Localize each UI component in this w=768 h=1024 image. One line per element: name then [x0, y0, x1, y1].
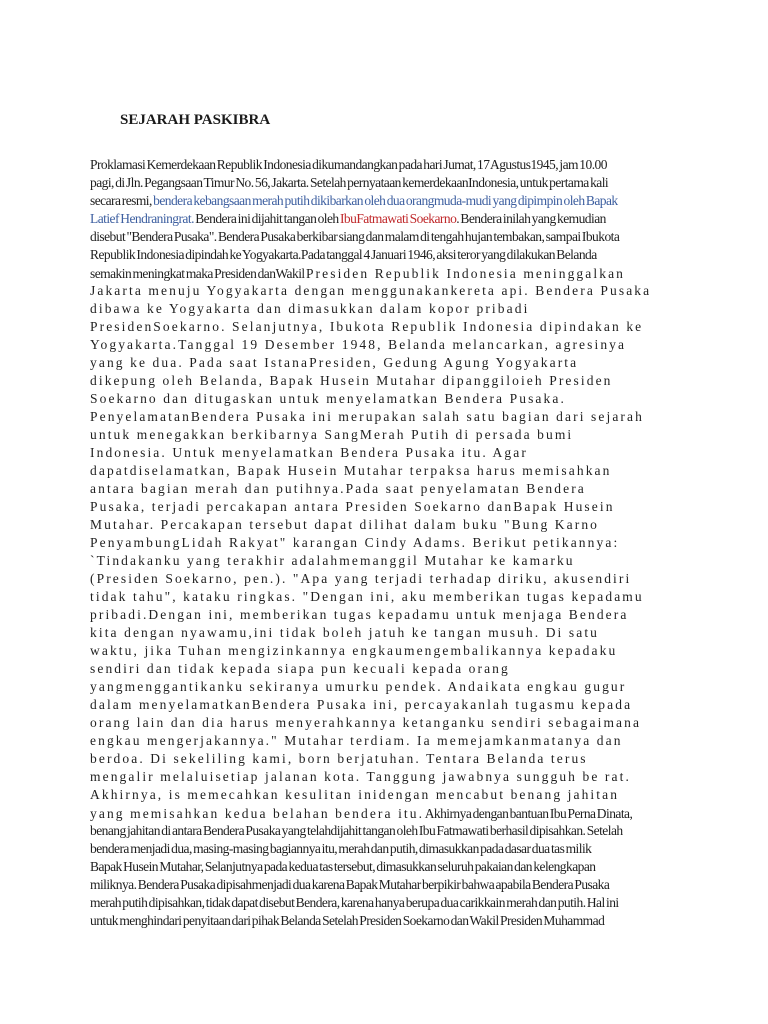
paragraph-line: Akhirnya, is memecahkan kesulitan inidengan mencabut benang jahitan — [90, 787, 620, 802]
paragraph-line: Jakarta menuju Yogyakarta dengan menggunakankereta api. Bendera Pusaka — [90, 283, 652, 298]
paragraph-line: tidak tahu", kataku ringkas. "Dengan ini, aku memberikan tugas kepadamu — [90, 589, 644, 604]
paragraph-line: Proklamasi Kemerdekaan Republik Indonesia dikumandangkan pada hari Jumat, 17 Agustus1945, jam 10.00 — [90, 157, 607, 172]
paragraph-line: secara resmi, bendera kebangsaan merah putih dikibarkan oleh dua orangmuda-mudi yang dipimpin oleh Bapak — [90, 193, 618, 208]
paragraph-line: Republik Indonesia dipindah ke Yogyakarta.Pada tanggal 4 Januari 1946, aksi teror yang dilakukan Belanda — [90, 247, 597, 262]
paragraph-line: yang memisahkan kedua belahan bendera itu. Akhirnya dengan bantuan Ibu Perna Dinata, — [90, 806, 633, 821]
paragraph-line: untuk menghindari penyitaan dari pihak Belanda Setelah Presiden Soekarno dan Wakil Presiden Muhammad — [90, 913, 605, 928]
paragraph-line: berdoa. Di sekeliling kami, born berjatuhan. Tentara Belanda terus — [90, 751, 588, 766]
paragraph-line: Indonesia. Untuk menyelamatkan Bendera Pusaka itu. Agar — [90, 445, 528, 460]
paragraph-line: untuk menegakkan berkibarnya SangMerah Putih di persada bumi — [90, 427, 574, 442]
paragraph-line: disebut "Bendera Pusaka". Bendera Pusaka berkibar siang dan malam di tengah hujan tembakan, sampai Ibukota — [90, 229, 620, 244]
paragraph-line: Latief Hendraningrat. Bendera ini dijahit tangan oleh IbuFatmawati Soekarno. Bendera inilah yang kemudian — [90, 211, 606, 226]
paragraph-line: dikepung oleh Belanda, Bapak Husein Mutahar dipanggiloieh Presiden — [90, 373, 613, 388]
paragraph-line: sendiri dan tidak kepada siapa pun kecuali kepada orang — [90, 661, 510, 676]
paragraph-line: merah putih dipisahkan, tidak dapat disebut Bendera, karena hanya berupa dua carikkain merah dan putih. Hal ini — [90, 895, 619, 910]
paragraph-line: Mutahar. Percakapan tersebut dapat dilihat dalam buku "Bung Karno — [90, 517, 600, 532]
paragraph-line: bendera menjadi dua, masing-masing bagiannya itu, merah dan putih, dimasukkan pada dasar dua tas milik — [90, 841, 592, 856]
paragraph-line: pribadi.Dengan ini, memberikan tugas kepadamu untuk menjaga Bendera — [90, 607, 629, 622]
paragraph-line: `Tindakanku yang terakhir adalahmemanggil Mutahar ke kamarku — [90, 553, 575, 568]
paragraph-line: benang jahitan di antara Bendera Pusaka yang telahdijahit tangan oleh Ibu Fatmawati berhasil dipisahkan. Setelah — [90, 823, 623, 838]
paragraph-line: (Presiden Soekarno, pen.). "Apa yang terjadi terhadap diriku, akusendiri — [90, 571, 632, 586]
paragraph-line: PenyelamatanBendera Pusaka ini merupakan salah satu bagian dari sejarah — [90, 409, 644, 424]
paragraph-line: antara bagian merah dan putihnya.Pada saat penyelamatan Bendera — [90, 481, 586, 496]
paragraph-line: dalam menyelamatkanBendera Pusaka ini, percayakanlah tugasmu kepada — [90, 697, 633, 712]
paragraph-line: PresidenSoekarno. Selanjutnya, Ibukota Republik Indonesia dipindakan ke — [90, 319, 644, 334]
paragraph-line: engkau mengerjakannya." Mutahar terdiam. Ia memejamkanmatanya dan — [90, 733, 623, 748]
paragraph-line: PenyambungLidah Rakyat" karangan Cindy Adams. Berikut petikannya: — [90, 535, 620, 550]
paragraph-line: semakin meningkat maka Presiden danWakil Presiden Republik Indonesia meninggalkan — [90, 266, 626, 281]
paragraph-line: Soekarno dan ditugaskan untuk menyelamatkan Bendera Pusaka. — [90, 391, 566, 406]
paragraph-line: dibawa ke Yogyakarta dan dimasukkan dalam kopor pribadi — [90, 301, 530, 316]
paragraph-line: miliknya. Bendera Pusaka dipisahmenjadi dua karena Bapak Mutahar berpikir bahwa apabila Bendera Pusaka — [90, 877, 610, 892]
paragraph-line: pagi, di Jln. Pegangsaan Timur No. 56, Jakarta. Setelah pernyataan kemerdekaanIndonesia, untuk pertama kali — [90, 175, 609, 190]
paragraph-line: kita dengan nyawamu,ini tidak boleh jatuh ke tangan musuh. Di satu — [90, 625, 600, 640]
flag-raising-text: bendera kebangsaan merah putih dikibarkan oleh dua orangmuda-mudi yang dipimpin oleh Bapak — [153, 193, 618, 208]
highlighted-name: IbuFatmawati Soekarno — [339, 211, 457, 226]
paragraph-line: waktu, jika Tuhan mengizinkannya engkaumengembalikannya kepadaku — [90, 643, 618, 658]
paragraph-line: orang lain dan dia harus menyerahkannya ketanganku sendiri sebagaimana — [90, 715, 642, 730]
paragraph-line: Yogyakarta.Tanggal 19 Desember 1948, Belanda melancarkan, agresinya — [90, 337, 627, 352]
paragraph-line: yang ke dua. Pada saat IstanaPresiden, Gedung Agung Yogyakarta — [90, 355, 579, 370]
paragraph-line: yangmenggantikanku sekiranya umurku pendek. Andaikata engkau gugur — [90, 679, 627, 694]
paragraph-line: Pusaka, terjadi percakapan antara Presiden Soekarno danBapak Husein — [90, 499, 615, 514]
document-title: SEJARAH PASKIBRA — [120, 112, 271, 128]
paragraph-line: mengalir melaluisetiap jalanan kota. Tanggung jawabnya sungguh be rat. — [90, 769, 631, 784]
paragraph-line: dapatdiselamatkan, Bapak Husein Mutahar terpaksa harus memisahkan — [90, 463, 612, 478]
flag-raising-text: Latief Hendraningrat. — [90, 211, 194, 226]
paragraph-line: Bapak Husein Mutahar, Selanjutnya pada kedua tas tersebut, dimasukkan seluruh pakaian dan kelengkapan — [90, 859, 596, 874]
